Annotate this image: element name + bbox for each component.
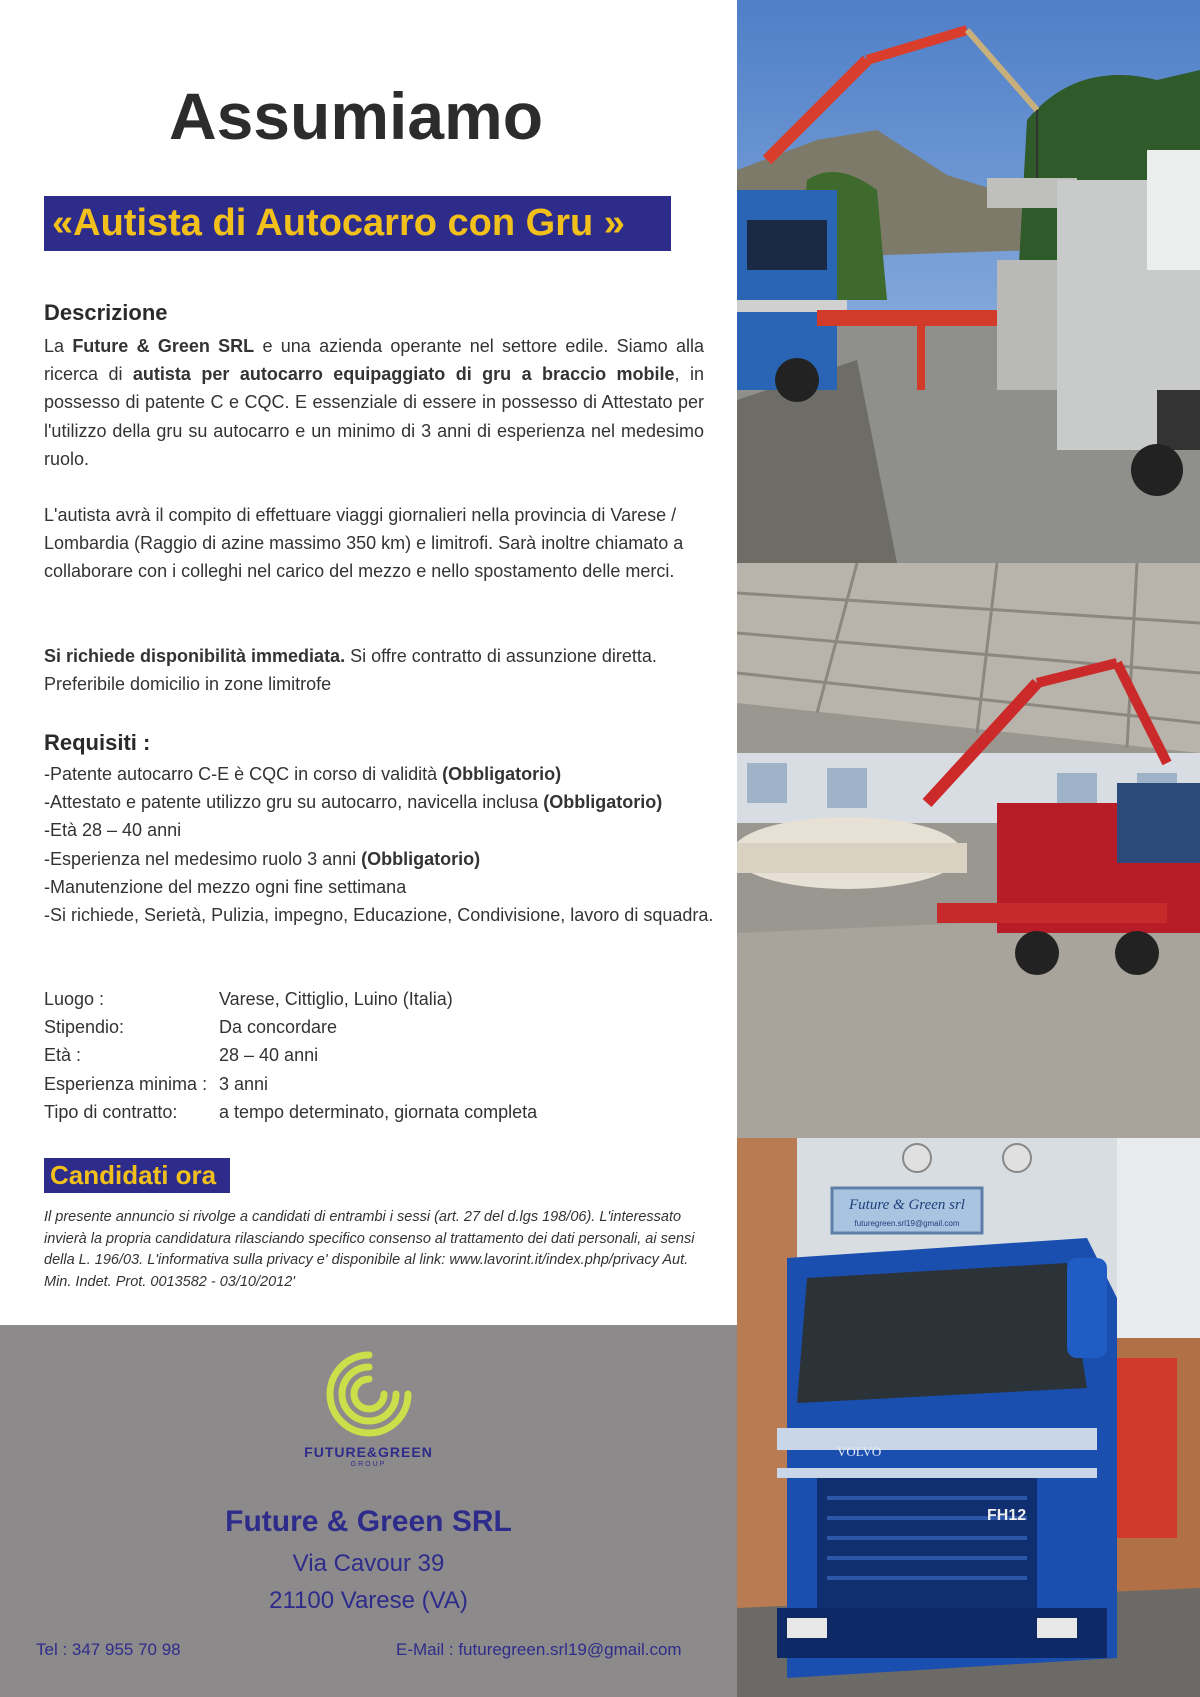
requirement-item: -Esperienza nel medesimo ruolo 3 anni (Obbligatorio) — [44, 848, 481, 869]
company-logo-icon — [322, 1347, 416, 1441]
description-text: e una azienda operante nel settore edile. Siamo alla ricerca di — [44, 336, 704, 385]
description-paragraph-2: L'autista avrà il compito di effettuare viaggi giornalieri nella provincia di Varese / Lombardia (Raggio di azine massimo 350 km) e limitrofi. Sarà inoltre chiamato a collaborare con i colleghi nel carico del mezzo e nello spostamento delle merci. — [44, 505, 684, 582]
requirements-title: Requisiti : — [44, 730, 151, 755]
legal-disclaimer: Il presente annuncio si rivolge a candidati di entrambi i sessi (art. 27 del d.lgs 198/06). L'interessato invierà la propria candidatura rilasciando specifico consenso al trattamento dei dati personali, ai sensi della L. 196/03. L'informativa sulla privacy e' disponibile al link: www.lavorint.it/index.php/privacy Aut. Min. Indet. Prot. 0013582 - 03/10/2012' — [44, 1209, 695, 1290]
photo-blue-truck — [737, 1138, 1200, 1697]
truck-model-text: FH12 — [987, 1507, 1027, 1524]
company-name: Future & Green SRL — [225, 1505, 512, 1538]
logo-subtitle: GROUP — [350, 1461, 387, 1468]
apply-now-label: Candidati ora — [44, 1158, 230, 1193]
detail-row-experience: Esperienza minima : 3 anni — [44, 1073, 269, 1094]
detail-row-age: Età : 28 – 40 anni — [44, 1045, 319, 1066]
truck-sign-email: futuregreen.srl19@gmail.com — [854, 1219, 960, 1228]
description-text: , in possesso di patente C e CQC. E essenziale di essere in possesso di Attestato per l'utilizzo della gru su autocarro e un minimo di 3 anni di esperienza nel medesimo ruolo. — [44, 364, 705, 469]
email-address: E-Mail : futuregreen.srl19@gmail.com — [396, 1640, 682, 1659]
requirements-list — [44, 760, 714, 929]
truck-sign-text: Future & Green srl — [849, 1197, 965, 1213]
description-title: Descrizione — [44, 300, 168, 325]
page-title: Assumiamo — [168, 79, 544, 153]
photo-crane-outdoor — [737, 0, 1200, 563]
job-details — [44, 985, 704, 1126]
requirement-item: -Età 28 – 40 anni — [44, 820, 182, 841]
description-paragraph-1 — [44, 332, 704, 473]
address-street: Via Cavour 39 — [292, 1550, 445, 1577]
logo-wordmark: FUTURE&GREEN — [304, 1444, 433, 1460]
requirement-item: -Si richiede, Serietà, Pulizia, impegno, Educazione, Condivisione, lavoro di squadra. — [44, 905, 714, 926]
description-text: Si offre contratto di assunzione diretta. Preferibile domicilio in zone limitrofe — [44, 646, 657, 695]
photo-crane-warehouse — [737, 563, 1200, 1138]
role-highlight: autista per autocarro equipaggiato di gru a braccio mobile — [132, 364, 675, 385]
availability-highlight: Si richiede disponibilità immediata. — [44, 646, 346, 666]
poster-main — [0, 0, 737, 1325]
detail-row-location: Luogo : Varese, Cittiglio, Luino (Italia) — [44, 989, 453, 1009]
address-city: 21100 Varese (VA) — [269, 1587, 468, 1614]
requirement-item: -Patente autocarro C-E è CQC in corso di validità (Obbligatorio) — [44, 764, 562, 784]
job-title-banner: «Autista di Autocarro con Gru » — [44, 196, 671, 251]
requirement-item: -Manutenzione del mezzo ogni fine settimana — [44, 876, 407, 897]
description-paragraph-3 — [44, 642, 704, 698]
company-name-inline: Future & Green SRL — [72, 336, 255, 356]
detail-row-contract: Tipo di contratto: a tempo determinato, giornata completa — [44, 1101, 538, 1122]
truck-brand-text: VOLVO — [837, 1444, 882, 1459]
requirement-item: -Attestato e patente utilizzo gru su autocarro, navicella inclusa (Obbligatorio) — [44, 792, 663, 813]
detail-row-salary: Stipendio: Da concordare — [44, 1017, 338, 1038]
phone-number: Tel : 347 955 70 98 — [36, 1640, 181, 1659]
description-text: La — [44, 336, 73, 356]
